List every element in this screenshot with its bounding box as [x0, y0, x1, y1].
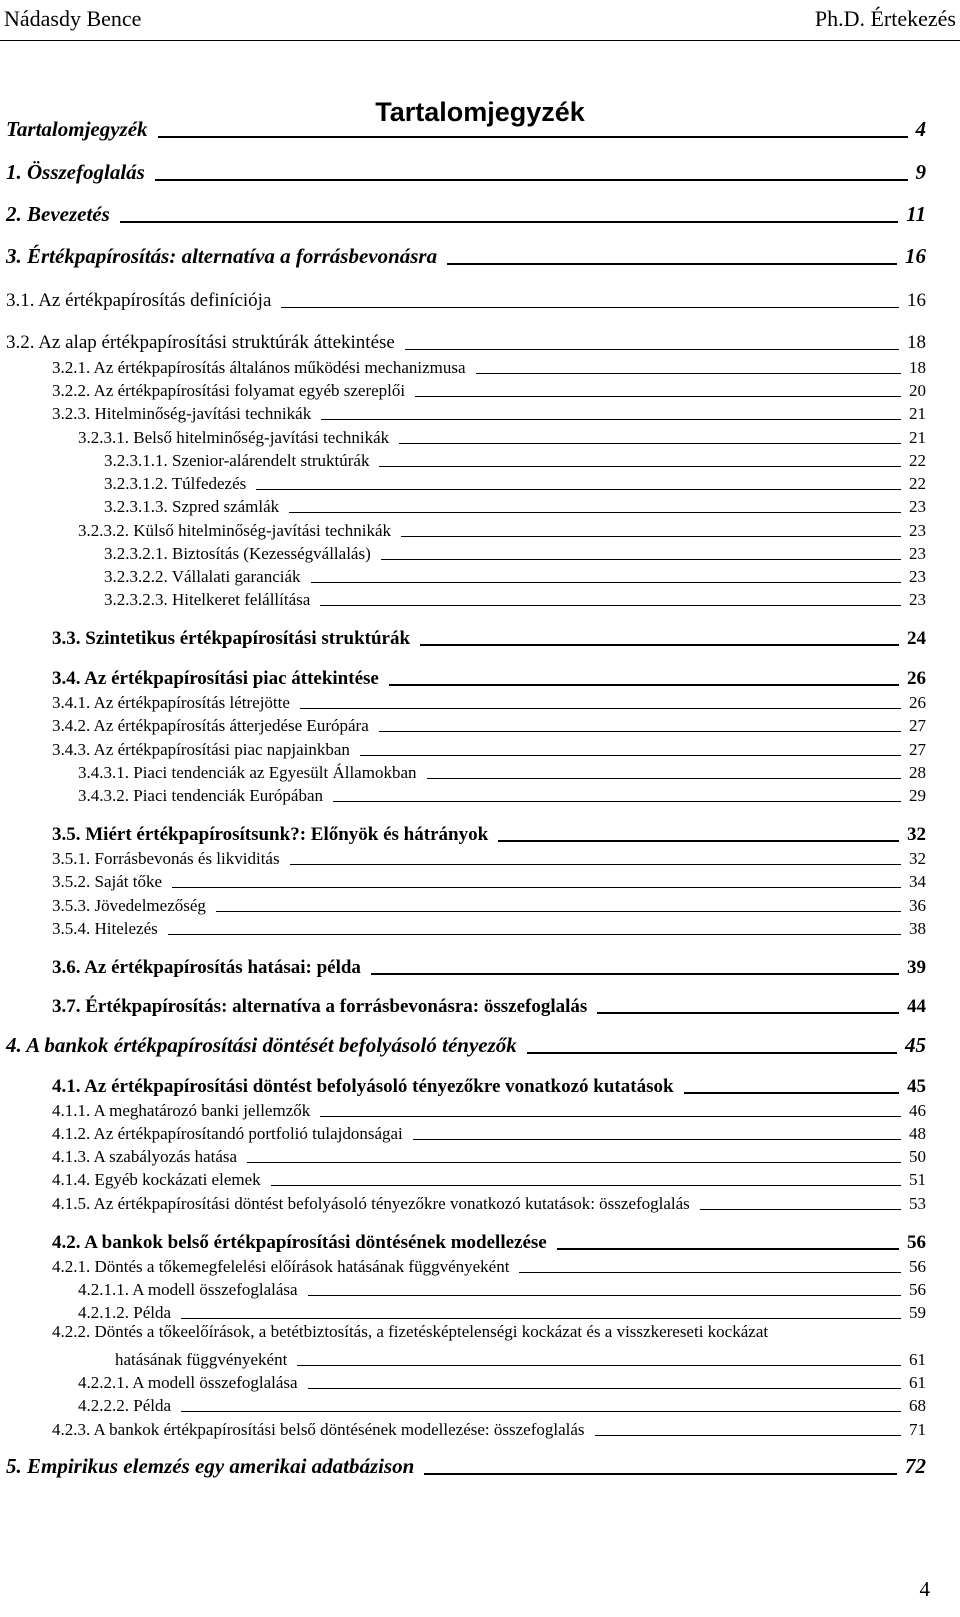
toc-leader-line [155, 179, 908, 181]
toc-entry-page: 21 [909, 428, 926, 447]
toc-entry[interactable] [52, 992, 926, 1018]
toc-entry[interactable] [6, 328, 926, 354]
toc-entry-page: 45 [907, 1076, 926, 1097]
toc-entry-page: 23 [909, 521, 926, 540]
toc-leader-line [401, 536, 901, 537]
header-divider [0, 40, 960, 41]
page-number: 4 [919, 1577, 930, 1601]
toc-leader-line [281, 307, 899, 308]
toc-leader-line [427, 778, 902, 779]
toc-leader-line [399, 443, 901, 444]
toc-entry[interactable] [6, 243, 926, 269]
toc-entry-page: 56 [909, 1280, 926, 1299]
toc-entry-title: 3.1. Az értékpapírosítás definíciója [6, 290, 272, 311]
toc-entry-title: 1. Összefoglalás [6, 160, 145, 184]
toc-leader-line [413, 1139, 901, 1140]
toc-entry-page: 18 [907, 332, 926, 353]
toc-entry[interactable] [52, 1164, 926, 1190]
toc-entry-page: 11 [906, 202, 926, 226]
toc-entry-page: 9 [915, 160, 926, 184]
toc-entry-title: 3.4.3.2. Piaci tendenciák Európában [78, 786, 324, 805]
toc-entry-page: 71 [909, 1420, 926, 1439]
toc-entry[interactable] [52, 953, 926, 979]
toc-entry-page: 61 [909, 1350, 926, 1369]
toc-entry-title: 3.4.3. Az értékpapírosítási piac napjainkban [52, 740, 350, 759]
toc-entry-page: 28 [909, 763, 926, 782]
toc-entry[interactable] [6, 286, 926, 312]
toc-entry-page: 51 [909, 1170, 926, 1189]
toc-entry[interactable] [78, 1390, 926, 1416]
toc-entry[interactable] [52, 1188, 926, 1214]
toc-entry-page: 26 [909, 693, 926, 712]
toc-entry-title: Tartalomjegyzék [6, 117, 148, 141]
toc-leader-line [498, 840, 899, 842]
toc-leader-line [379, 731, 901, 732]
toc-entry-title: 3.6. Az értékpapírosítás hatásai: példa [52, 957, 361, 978]
toc-leader-line [297, 1365, 901, 1366]
toc-entry-title: 4.2.3. A bankok értékpapírosítási belső döntésének modellezése: összefoglalás [52, 1420, 585, 1439]
toc-leader-line [271, 1185, 901, 1186]
toc-entry-page: 4 [915, 117, 926, 141]
toc-entry-title: 3.5.2. Saját tőke [52, 872, 163, 891]
toc-entry-title: 3.2.3.1. Belső hitelminőség-javítási technikák [78, 428, 390, 447]
toc-entry-title: 4.2.2.2. Példa [78, 1396, 172, 1415]
toc-leader-line [405, 349, 899, 350]
toc-entry-title: 3.2.3.1.2. Túlfedezés [104, 474, 247, 493]
toc-entry-page: 32 [907, 824, 926, 845]
toc-leader-line [597, 1012, 899, 1014]
toc-entry-title: 4.1.2. Az értékpapírosítandó portfolió tulajdonságai [52, 1124, 403, 1143]
toc-leader-line [216, 911, 901, 912]
toc-entry-page: 20 [909, 381, 926, 400]
toc-entry-page: 36 [909, 896, 926, 915]
toc-leader-line [420, 644, 899, 646]
toc-entry-page: 32 [909, 849, 926, 868]
toc-leader-line [308, 1295, 901, 1296]
toc-entry-page: 46 [909, 1101, 926, 1120]
toc-entry-title: 3.5. Miért értékpapírosítsunk?: Előnyök és hátrányok [52, 824, 489, 845]
toc-entry-page: 61 [909, 1373, 926, 1392]
toc-entry-page: 59 [909, 1303, 926, 1322]
toc-entry-page: 56 [909, 1257, 926, 1276]
toc-leader-line [320, 1116, 901, 1117]
toc-entry-title: 3.2.3.1.3. Szpred számlák [104, 497, 280, 516]
toc-leader-line [389, 684, 899, 686]
header-doc-type: Ph.D. Értekezés [814, 6, 956, 31]
toc-entry-title: hatásának függvényeként [115, 1350, 288, 1369]
toc-title: Tartalomjegyzék [375, 97, 585, 127]
toc-entry-page: 23 [909, 590, 926, 609]
toc-leader-line [120, 221, 898, 223]
toc-entry-page: 56 [907, 1232, 926, 1253]
toc-entry-title: 3.2. Az alap értékpapírosítási struktúrák áttekintése [6, 332, 395, 353]
toc-entry-title: 4.2.2.1. A modell összefoglalása [78, 1373, 298, 1392]
toc-leader-line [289, 512, 901, 513]
toc-leader-line [321, 419, 901, 420]
toc-entry-title: 3.2.3. Hitelminőség-javítási technikák [52, 404, 312, 423]
toc-entry-title: 3.2.3.2. Külső hitelminőség-javítási technikák [78, 521, 392, 540]
toc-entry-page: 26 [907, 668, 926, 689]
toc-entry-page: 72 [905, 1454, 926, 1478]
toc-entry-title: 4.2. A bankok belső értékpapírosítási döntésének modellezése [52, 1232, 547, 1253]
toc-entry-title: 3.5.1. Forrásbevonás és likviditás [52, 849, 280, 868]
toc-entry-text[interactable]: 4.2.2. Döntés a tőkeelőírások, a betétbiztosítás, a fizetésképtelenségi kockázat és a visszkereseti kockázat [52, 1322, 769, 1341]
toc-entry-title: 3.5.4. Hitelezés [52, 919, 158, 938]
toc-entry-title: 3.4.1. Az értékpapírosítás létrejötte [52, 693, 290, 712]
toc-entry-page: 27 [909, 716, 926, 735]
toc-entry-page: 45 [905, 1033, 926, 1057]
toc-entry-title: 3.5.3. Jövedelmezőség [52, 896, 206, 915]
toc-leader-line [415, 396, 901, 397]
toc-leader-line [333, 801, 901, 802]
toc-leader-line [700, 1209, 901, 1210]
toc-entry-title: 4.2.1.1. A modell összefoglalása [78, 1280, 298, 1299]
toc-entry[interactable] [6, 201, 926, 227]
toc-entry[interactable] [52, 913, 926, 939]
toc-entry-title: 3.2.1. Az értékpapírosítás általános működési mechanizmusa [52, 358, 466, 377]
toc-leader-line [300, 708, 901, 709]
toc-leader-line [447, 263, 897, 265]
toc-entry-title: 3.4.3.1. Piaci tendenciák az Egyesült Államokban [78, 763, 417, 782]
toc-leader-line [290, 864, 901, 865]
toc-entry-title: 3.2.3.2.2. Vállalati garanciák [104, 567, 301, 586]
toc-entry[interactable] [52, 624, 926, 650]
toc-entry-page: 53 [909, 1194, 926, 1213]
toc-entry-page: 68 [909, 1396, 926, 1415]
toc-leader-line [172, 887, 901, 888]
toc-entry[interactable] [78, 780, 926, 806]
toc-leader-line [181, 1411, 901, 1412]
toc-entry-title: 5. Empirikus elemzés egy amerikai adatbázison [6, 1454, 415, 1478]
toc-entry[interactable] [6, 159, 926, 185]
toc-leader-line [247, 1162, 901, 1163]
toc-entry[interactable] [52, 398, 926, 424]
toc-leader-line [320, 605, 901, 606]
toc-entry[interactable] [104, 491, 926, 517]
toc-entry-title: 3.2.3.2.3. Hitelkeret felállítása [104, 590, 311, 609]
toc-entry-page: 38 [909, 919, 926, 938]
toc-entry-title: 4.1.5. Az értékpapírosítási döntést befolyásoló tényezőkre vonatkozó kutatások: összefoglalás [52, 1194, 690, 1213]
toc-leader-line [684, 1092, 899, 1094]
toc-entry-title: 4.1.3. A szabályozás hatása [52, 1147, 238, 1166]
toc-entry[interactable] [6, 116, 926, 142]
toc-leader-line [527, 1052, 897, 1054]
toc-entry-page: 44 [907, 996, 926, 1017]
toc-entry-title: 4.1.1. A meghatározó banki jellemzők [52, 1101, 311, 1120]
toc-leader-line [424, 1473, 897, 1475]
toc-entry-page: 23 [909, 544, 926, 563]
toc-entry-title: 3.2.3.1.1. Szenior-alárendelt struktúrák [104, 451, 370, 470]
toc-entry-title: 2. Bevezetés [6, 202, 110, 226]
toc-leader-line [595, 1435, 901, 1436]
toc-entry-page: 34 [909, 872, 926, 891]
toc-leader-line [519, 1272, 901, 1273]
toc-entry[interactable] [52, 866, 926, 892]
toc-leader-line [379, 466, 901, 467]
toc-entry-title: 4. A bankok értékpapírosítási döntését befolyásoló tényezők [6, 1033, 517, 1057]
toc-leader-line [360, 755, 901, 756]
toc-entry-title: 3.7. Értékpapírosítás: alternatíva a forrásbevonásra: összefoglalás [52, 996, 588, 1017]
toc-leader-line [311, 582, 901, 583]
toc-entry[interactable] [78, 1297, 926, 1323]
header-author: Nádasdy Bence [4, 6, 142, 31]
toc-leader-line [181, 1318, 901, 1319]
toc-entry-page: 50 [909, 1147, 926, 1166]
toc-entry-title: 4.1. Az értékpapírosítási döntést befolyásoló tényezőkre vonatkozó kutatások [52, 1076, 674, 1097]
toc-entry-page: 23 [909, 497, 926, 516]
toc-entry-page: 21 [909, 404, 926, 423]
toc-entry-page: 16 [905, 244, 926, 268]
toc-entry[interactable] [52, 1414, 926, 1440]
toc-leader-line [381, 559, 901, 560]
toc-entry-title: 4.1.4. Egyéb kockázati elemek [52, 1170, 261, 1189]
toc-leader-line [256, 489, 901, 490]
toc-leader-line [158, 136, 908, 138]
toc-entry[interactable] [6, 1032, 926, 1058]
toc-entry[interactable] [52, 710, 926, 736]
toc-entry-title: 3.3. Szintetikus értékpapírosítási struktúrák [52, 628, 411, 649]
toc-entry-page: 29 [909, 786, 926, 805]
toc-entry-page: 39 [907, 957, 926, 978]
toc-entry-page: 22 [909, 451, 926, 470]
toc-entry-page: 27 [909, 740, 926, 759]
toc-entry-page: 22 [909, 474, 926, 493]
toc-entry-title: 3.4.2. Az értékpapírosítás átterjedése Európára [52, 716, 369, 735]
toc-entry-page: 16 [907, 290, 926, 311]
toc-entry[interactable] [104, 584, 926, 610]
toc-entry-title: 3.4. Az értékpapírosítási piac áttekintése [52, 668, 379, 689]
toc-entry-title: 3.2.3.2.1. Biztosítás (Kezességvállalás) [104, 544, 371, 563]
toc-entry-title: 3. Értékpapírosítás: alternatíva a forrásbevonásra [6, 244, 438, 268]
toc-entry[interactable] [6, 1453, 926, 1479]
toc-entry-page: 48 [909, 1124, 926, 1143]
toc-entry-title: 4.2.1. Döntés a tőkemegfelelési előírások hatásának függvényeként [52, 1257, 510, 1276]
toc-leader-line [168, 934, 901, 935]
toc-leader-line [557, 1248, 899, 1250]
toc-leader-line [371, 973, 899, 975]
toc-entry-page: 18 [909, 358, 926, 377]
toc-entry-title: 4.2.1.2. Példa [78, 1303, 172, 1322]
toc-entry-title: 3.2.2. Az értékpapírosítási folyamat egyéb szereplői [52, 381, 406, 400]
toc-entry-page: 23 [909, 567, 926, 586]
toc-leader-line [476, 373, 901, 374]
toc-leader-line [308, 1388, 901, 1389]
toc-entry-page: 24 [907, 628, 926, 649]
